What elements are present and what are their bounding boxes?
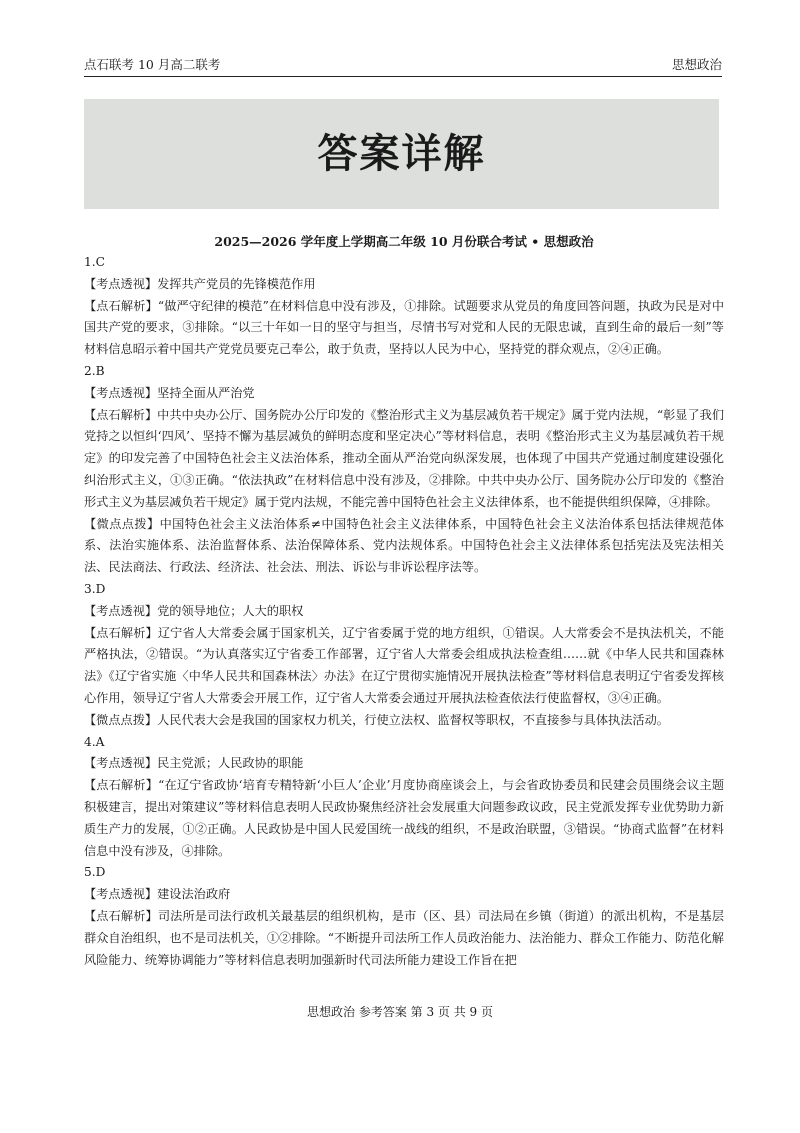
kaodian-tag: 【考点透视】 xyxy=(84,276,158,291)
question-number: 1.C xyxy=(84,255,105,269)
question-block xyxy=(84,732,724,863)
question-block xyxy=(84,361,724,579)
jiexi-tag: 【点石解析】 xyxy=(84,625,158,640)
jiexi-line xyxy=(84,775,724,862)
kaodian-tag: 【考点透视】 xyxy=(84,756,158,771)
kaodian-tag: 【考点透视】 xyxy=(84,385,158,400)
kaodian-line xyxy=(84,753,724,775)
kaodian-line xyxy=(84,884,724,906)
jiexi-text: 中共中央办公厅、国务院办公厅印发的《整治形式主义为基层减负若干规定》属于党内法规，“彰显了我们党持之以恒纠‘四风’、坚持不懈为基层减负的鲜明态度和坚定决心”等材料信息，表明《整治形式主义为基层减负若干规定》的印发完善了中国特色社会主义法治体系，推动全面从严治党向纵深发展，也体现了中国共产党通过制度建设强化纠治形式主义，①③正确。“依法执政”在材料信息中没有涉及，②排除。中共中央办公厅、国务院办公厅印发的《整治形式主义为基层减负若干规定》属于党内法规，不能完善中国特色社会主义法律体系，也不能提供组织保障，④排除。 xyxy=(84,407,725,509)
jiexi-line xyxy=(84,623,724,710)
question-block xyxy=(84,579,724,732)
jiexi-text: “在辽宁省政协‘培育专精特新‘小巨人’企业’月度协商座谈会上，与会省政协委员和民建会员围绕会议主题积极建言，提出对策建议”等材料信息表明人民政协聚焦经济社会发展重大问题参政议政，民主党派发挥专业优势助力新质生产力的发展，①②正确。人民政协是中国人民爱国统一战线的组织，不是政治联盟，③错误。“协商式监督”在材料信息中没有涉及，④排除。 xyxy=(84,778,725,858)
jiexi-text: 司法所是司法行政机关最基层的组织机构，是市（区、县）司法局在乡镇（街道）的派出机构，不是基层群众自治组织，也不是司法机关，①②排除。“不断提升司法所工作人员政治能力、法治能力、群众工作能力、防范化解风险能力、统筹协调能力”等材料信息表明加强新时代司法所能力建设工作旨在把 xyxy=(84,908,725,967)
kaodian-tag: 【考点透视】 xyxy=(84,887,158,902)
kaodian-tag: 【考点透视】 xyxy=(84,603,158,618)
kaodian-text: 建设法治政府 xyxy=(157,887,231,902)
kaodian-line xyxy=(84,274,724,296)
kaodian-text: 民主党派；人民政协的职能 xyxy=(157,756,304,771)
kaodian-line xyxy=(84,601,724,623)
banner-title: 答案详解 xyxy=(317,130,486,177)
question-number: 4.A xyxy=(84,734,105,749)
kaodian-text: 发挥共产党员的先锋模范作用 xyxy=(157,276,316,291)
jiexi-text: “做严守纪律的模范”在材料信息中没有涉及，①排除。试题要求从党员的角度回答问题，执政为民是对中国共产党的要求，③排除。“以三十年如一日的坚守与担当，尽情书写对党和人民的无限忠诚，直到生命的最后一刻”等材料信息昭示着中国共产党党员要克己奉公，敢于负责，坚持以人民为中心，坚持党的群众观点，②④正确。 xyxy=(84,298,725,357)
kaodian-text: 党的领导地位；人大的职权 xyxy=(157,603,304,618)
jiexi-line xyxy=(84,405,724,514)
header-right: 思想政治 xyxy=(671,57,722,72)
jiexi-tag: 【点石解析】 xyxy=(84,407,158,422)
question-number: 3.D xyxy=(84,581,106,596)
weidian-tag: 【微点点拨】 xyxy=(84,516,160,531)
weidian-text: 人民代表大会是我国的国家权力机关，行使立法权、监督权等职权，不直接参与具体执法活动。 xyxy=(157,712,669,727)
header-left: 点石联考 10 月高二联考 xyxy=(84,57,221,72)
kaodian-line xyxy=(84,383,724,405)
weidian-tag: 【微点点拨】 xyxy=(84,712,158,727)
question-number: 5.D xyxy=(84,865,106,880)
question-number: 2.B xyxy=(84,363,105,378)
answer-content xyxy=(84,232,724,971)
weidian-line xyxy=(84,710,724,732)
jiexi-line xyxy=(84,906,724,971)
weidian-line xyxy=(84,514,724,579)
jiexi-tag: 【点石解析】 xyxy=(84,908,158,923)
jiexi-tag: 【点石解析】 xyxy=(84,298,158,313)
question-block xyxy=(84,862,724,971)
page-footer: 思想政治 参考答案 第 3 页 共 9 页 xyxy=(307,1005,493,1019)
page-header xyxy=(84,56,722,77)
exam-title: 2025—2026 学年度上学期高二年级 10 月份联合考试 • 思想政治 xyxy=(214,234,594,249)
kaodian-text: 坚持全面从严治党 xyxy=(157,385,255,400)
jiexi-tag: 【点石解析】 xyxy=(84,778,159,793)
weidian-text: 中国特色社会主义法治体系≠中国特色社会主义法律体系，中国特色社会主义法治体系包括法律规范体系、法治实施体系、法治监督体系、法治保障体系、党内法规体系。中国特色社会主义法律体系包括宪法及宪法相关法、民法商法、行政法、经济法、社会法、刑法、诉讼与非诉讼程序法等。 xyxy=(84,516,724,575)
question-block xyxy=(84,252,724,361)
jiexi-text: 辽宁省人大常委会属于国家机关，辽宁省委属于党的地方组织，①错误。人大常委会不是执法机关，不能严格执法，②错误。“为认真落实辽宁省委工作部署，辽宁省人大常委会组成执法检查组……就《中华人民共和国森林法》《辽宁省实施〈中华人民共和国森林法〉办法》在辽宁贯彻实施情况开展执法检查”等材料信息表明辽宁省委发挥核心作用，领导辽宁省人大常委会开展工作，辽宁省人大常委会通过开展执法检查依法行使监督权，③④正确。 xyxy=(84,625,725,705)
title-banner xyxy=(84,99,719,209)
jiexi-line xyxy=(84,296,724,361)
